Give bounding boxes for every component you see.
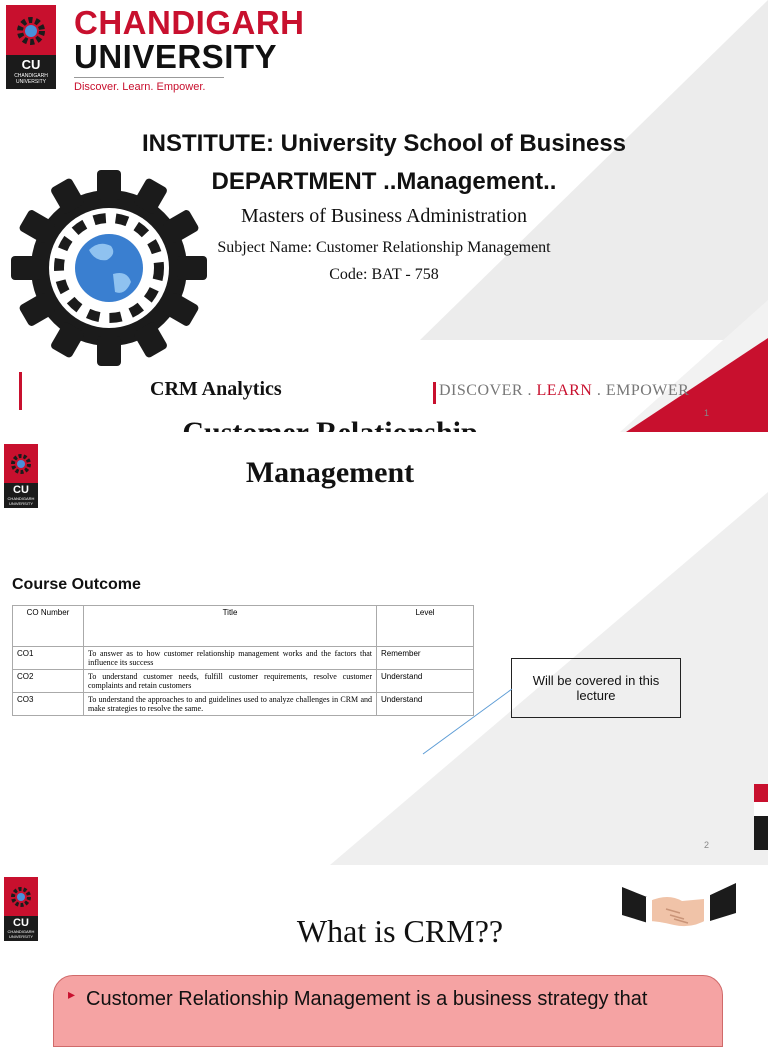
cu-logo-gear-icon bbox=[4, 444, 38, 484]
topic-title: CRM Analytics bbox=[150, 378, 282, 400]
cu-logo bbox=[4, 444, 38, 508]
co-title-cell: To answer as to how customer relationship management works and the factors that influence its success bbox=[84, 647, 377, 670]
col-header-level: Level bbox=[377, 606, 474, 647]
left-accent-bar bbox=[19, 372, 22, 410]
program-name: Masters of Business Administration bbox=[240, 205, 528, 227]
brand-tagline: Discover. Learn. Empower. bbox=[74, 77, 224, 94]
table-header-row bbox=[13, 606, 474, 647]
cu-logo-text: CU CHANDIGARH UNIVERSITY bbox=[6, 55, 56, 89]
callout-arrow bbox=[420, 686, 516, 758]
co-number-cell: CO1 bbox=[13, 647, 84, 670]
course-code: Code: BAT - 758 bbox=[329, 266, 439, 283]
callout-box: Will be covered in this lecture bbox=[511, 658, 681, 718]
co-level-cell: Remember bbox=[377, 647, 474, 670]
discover-accent-bar bbox=[433, 382, 436, 404]
co-number-cell: CO2 bbox=[13, 670, 84, 693]
definition-text: Customer Relationship Management is a business strategy that bbox=[86, 988, 648, 1010]
brand-line1: CHANDIGARH bbox=[74, 4, 305, 41]
department-title: DEPARTMENT ..Management.. bbox=[211, 168, 557, 195]
page-number: 1 bbox=[704, 408, 710, 418]
slide-3 bbox=[0, 865, 768, 1024]
gear-globe-icon bbox=[6, 170, 212, 366]
cu-logo-text: CU CHANDIGARH UNIVERSITY bbox=[4, 483, 38, 508]
cu-logo-text: CU CHANDIGARH UNIVERSITY bbox=[4, 916, 38, 941]
co-level-cell: Understand bbox=[377, 670, 474, 693]
table-row bbox=[13, 647, 474, 670]
cu-logo-gear-icon bbox=[6, 5, 56, 57]
discover-learn-empower: DISCOVER . LEARN . EMPOWER bbox=[439, 382, 690, 399]
col-header-title: Title bbox=[84, 606, 377, 647]
handshake-icon bbox=[622, 879, 736, 935]
co-number-cell: CO3 bbox=[13, 693, 84, 716]
co-title-cell: To understand customer needs, fulfill customer requirements, resolve customer complaints and retain customers bbox=[84, 670, 377, 693]
slide-1 bbox=[0, 0, 768, 432]
course-outcome-table bbox=[12, 605, 474, 716]
slide2-title-top bbox=[0, 418, 660, 452]
slide-2 bbox=[0, 432, 768, 865]
brand-line2: UNIVERSITY bbox=[74, 38, 278, 75]
bullet-icon: ▸ bbox=[68, 986, 76, 1002]
slide3-title: What is CRM?? bbox=[296, 913, 504, 949]
institute-title: INSTITUTE: University School of Business bbox=[141, 130, 627, 157]
course-outcome-heading: Course Outcome bbox=[12, 576, 141, 593]
brand-wordmark bbox=[74, 6, 305, 94]
definition-box bbox=[53, 975, 723, 1047]
cu-logo bbox=[6, 5, 56, 89]
page-number: 2 bbox=[704, 840, 710, 850]
slide2-title: Management bbox=[245, 456, 415, 489]
subject-name: Subject Name: Customer Relationship Management bbox=[217, 239, 551, 256]
cu-logo-gear-icon bbox=[4, 877, 38, 917]
co-title-cell: To understand the approaches to and guidelines used to analyze challenges in CRM and make strategies to resolve the same. bbox=[84, 693, 377, 716]
table-row bbox=[13, 693, 474, 716]
col-header-co-number: CO Number bbox=[13, 606, 84, 647]
table-row bbox=[13, 670, 474, 693]
co-level-cell: Understand bbox=[377, 693, 474, 716]
